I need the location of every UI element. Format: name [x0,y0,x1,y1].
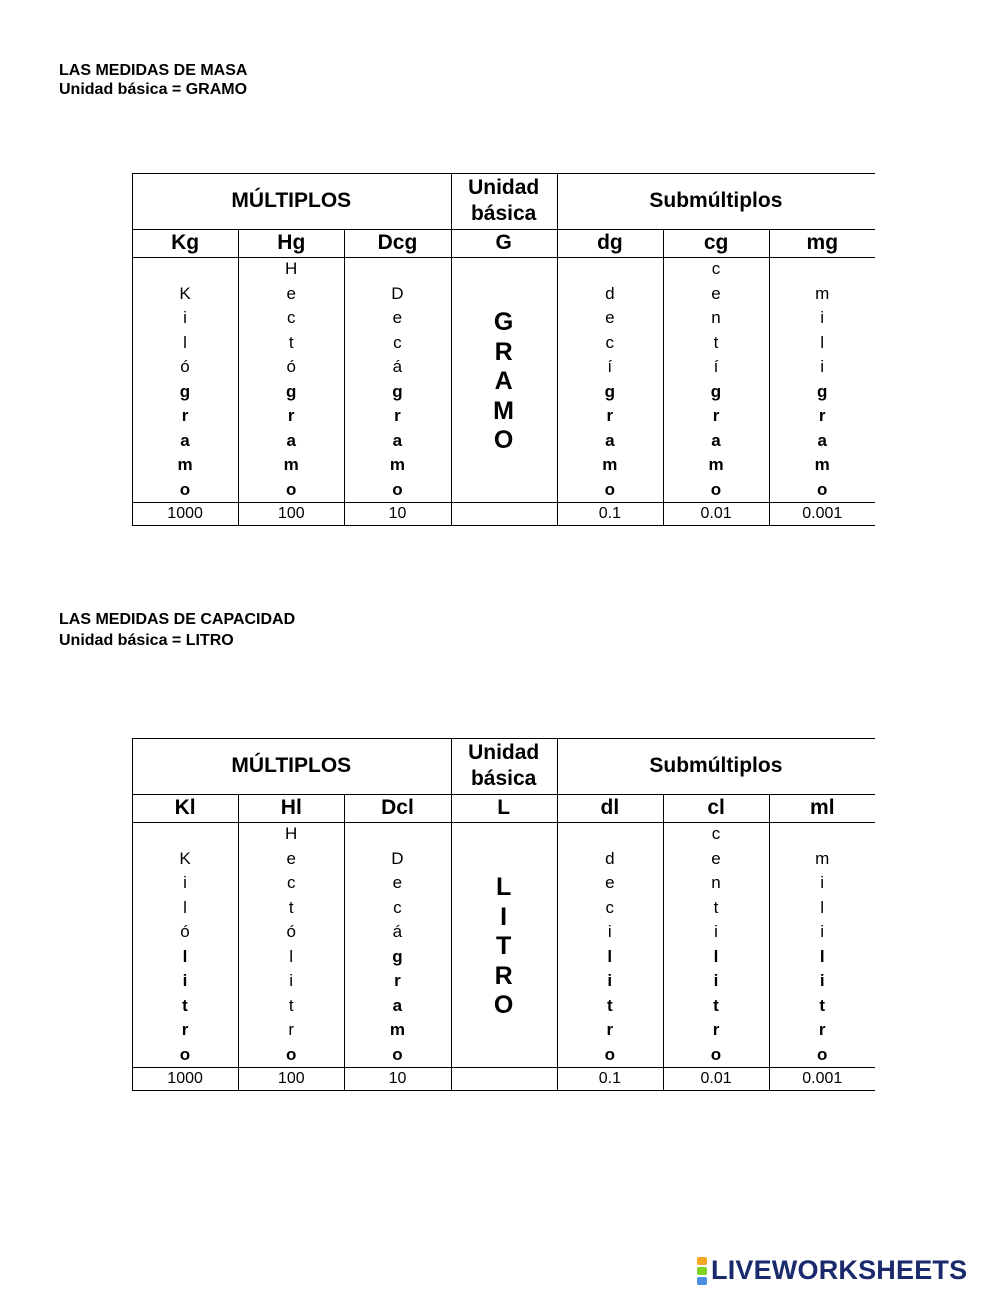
letter: r [288,1020,295,1039]
unit-value [451,502,557,525]
letter: á [392,922,403,941]
unit-abbreviation: Kl [174,796,196,819]
letter-bold: g [392,381,403,401]
letter-bold: a [286,430,296,450]
unit-abbreviation: cg [703,231,729,254]
letter-bold: m [177,455,193,474]
letter-bold: m [389,1020,405,1039]
letter: l [183,332,187,352]
letter: c [711,824,721,843]
letter: D [391,283,404,303]
liveworksheets-logo [697,1255,967,1286]
masa-table [132,173,875,525]
grid-line-h [132,525,875,526]
submultiples-header: Submúltiplos [649,754,783,777]
grid-line-h [132,1090,875,1091]
letter: c [605,897,615,917]
unit-value: 100 [277,504,305,522]
multiples-header: MÚLTIPLOS [231,754,352,777]
unit-name-vertical [344,257,450,502]
letter-bold: t [819,995,826,1015]
big-letter: R [494,337,513,366]
unit-abbreviation: mg [806,231,839,254]
letter-bold: g [392,946,403,966]
letter-bold: l [182,946,188,966]
big-letter: G [493,308,514,337]
letter-bold: i [713,971,719,990]
letter: i [183,873,187,892]
letter: ó [286,357,296,376]
unit-name-vertical [238,822,344,1067]
unit-name-vertical [557,822,663,1067]
basic-unit-header [451,173,557,229]
letter-bold: a [605,430,615,450]
letter-bold: m [708,455,724,474]
letter: m [815,848,830,868]
letter: l [820,332,825,352]
basic-unit-word [451,822,557,1072]
letter: e [711,848,721,868]
letter-bold: r [818,1020,826,1039]
unit-name-vertical [132,822,238,1067]
letter: t [288,332,294,352]
letter-bold: r [606,1020,614,1039]
basic-unit-label-line1: Unidad [468,741,540,764]
letter: K [179,283,191,303]
letter: c [605,332,615,352]
letter: d [605,283,615,303]
unit-value: 10 [388,1069,407,1087]
unit-value: 0.1 [598,1069,622,1087]
letter-bold: o [710,1044,722,1064]
big-letter: T [495,932,512,961]
letter: l [289,946,294,966]
unit-value: 100 [277,1069,305,1087]
unit-value: 1000 [167,504,203,522]
letter-bold: t [713,995,719,1015]
letter: á [392,357,403,376]
letter-bold: a [711,430,721,450]
unit-name-vertical [557,257,663,502]
basic-unit-header [451,738,557,794]
multiples-header: MÚLTIPLOS [231,189,352,212]
letter-bold: o [604,479,615,499]
letter-bold: r [712,406,720,425]
letter: H [285,259,298,278]
letter: t [288,897,294,917]
submultiples-header: Submúltiplos [649,189,783,212]
letter-bold: o [604,1044,615,1064]
capacidad-table [132,738,875,1090]
letter-bold: g [285,381,297,401]
letter: í [713,357,719,376]
letter-bold: r [287,406,295,425]
letter: K [179,848,191,868]
letter: e [286,283,296,303]
basic-unit-label-line2: básica [470,202,537,225]
letter-bold: i [182,971,188,990]
letter-bold: m [602,455,618,474]
unit-abbreviation: Hg [277,231,306,254]
letter: m [815,283,830,303]
unit-name-vertical [344,822,450,1067]
letter: i [820,922,825,941]
unit-value: 10 [388,504,407,522]
letter-bold: i [607,971,613,990]
letter-bold: a [180,430,190,450]
letter-bold: o [179,479,191,499]
letter: i [289,971,294,990]
letter: c [393,897,402,917]
capacidad-title: LAS MEDIDAS DE CAPACIDAD [59,611,296,628]
letter-bold: t [606,995,613,1015]
letter-bold: o [285,479,297,499]
unit-abbreviation: dg [597,231,623,254]
letter-bold: l [607,946,613,966]
unit-abbreviation: Dcl [381,796,414,819]
unit-abbreviation: Hl [280,796,302,819]
letter-bold: o [816,1044,828,1064]
big-letter: M [493,396,514,425]
basic-unit-label-line2: básica [470,767,537,790]
letter: c [286,873,296,892]
letter-bold: g [604,381,615,401]
logo-block-1 [697,1257,707,1265]
letter: c [286,308,296,327]
letter: d [605,848,615,868]
letter-bold: r [394,971,401,990]
unit-name-vertical [132,257,238,502]
letter-bold: g [179,381,191,401]
logo-text: LIVEWORKSHEETS [711,1255,968,1285]
basic-unit-label-line1: Unidad [468,176,540,199]
letter: c [711,259,721,278]
unit-name-vertical [238,257,344,502]
letter-bold: i [819,971,825,990]
letter: t [713,332,719,352]
letter: n [711,308,721,327]
letter: i [607,922,612,941]
letter-bold: a [817,430,827,450]
unit-name-vertical [663,257,769,502]
unit-abbreviation: ml [810,796,835,819]
letter: ó [180,357,190,376]
unit-value: 0.1 [598,504,622,522]
letter-bold: m [389,455,405,474]
unit-abbreviation: G [495,231,512,254]
letter: H [285,824,298,843]
letter: e [392,873,403,892]
basic-unit-word [451,257,557,507]
big-letter: L [495,873,512,902]
letter: ó [286,922,296,941]
logo-mark-icon [697,1256,707,1286]
unit-abbreviation: cl [707,796,725,819]
unit-name-vertical [769,822,875,1067]
logo-block-3 [697,1277,707,1285]
capacidad-subtitle: Unidad básica = LITRO [59,632,234,649]
letter-bold: o [285,1044,297,1064]
big-letter: R [494,961,513,990]
letter-bold: l [819,946,825,966]
unit-name-vertical [769,257,875,502]
letter-bold: o [179,1044,191,1064]
unit-name-vertical [663,822,769,1067]
letter-bold: a [392,995,403,1015]
unit-value: 0.001 [802,504,843,522]
letter-bold: r [818,406,826,425]
letter: i [820,308,825,327]
letter: i [820,357,825,376]
letter: e [605,308,615,327]
unit-value: 0.001 [802,1069,843,1087]
letter-bold: r [394,406,401,425]
letter: n [711,873,721,892]
letter: e [392,308,403,327]
letter-bold: l [713,946,719,966]
letter-bold: g [710,381,722,401]
letter-bold: o [392,1044,403,1064]
letter: l [183,897,187,917]
letter: D [391,848,404,868]
letter: t [288,995,294,1015]
unit-abbreviation: L [497,796,511,819]
big-letter: A [494,367,513,396]
letter: ó [180,922,190,941]
letter-bold: a [392,430,403,450]
unit-value: 0.01 [700,504,732,522]
letter: e [711,283,721,303]
logo-block-2 [697,1267,707,1275]
letter: e [286,848,296,868]
letter-bold: r [712,1020,720,1039]
letter: i [820,873,825,892]
unit-abbreviation: Kg [171,231,200,254]
letter: í [607,357,613,376]
masa-subtitle: Unidad básica = GRAMO [59,81,248,98]
unit-abbreviation: Dcg [377,231,418,254]
letter: c [393,332,402,352]
letter-bold: o [710,479,722,499]
big-letter: O [493,426,514,455]
letter-bold: r [606,406,614,425]
big-letter: O [493,991,514,1020]
letter: i [183,308,187,327]
unit-value: 0.01 [700,1069,732,1087]
letter-bold: r [181,1020,189,1039]
letter-bold: g [816,381,828,401]
letter-bold: r [181,406,189,425]
letter-bold: o [816,479,828,499]
letter-bold: m [283,455,299,474]
letter: e [605,873,615,892]
unit-abbreviation: dl [600,796,620,819]
letter: i [714,922,718,941]
unit-value [451,1067,557,1090]
unit-value: 1000 [167,1069,203,1087]
letter-bold: m [814,455,830,474]
letter-bold: o [392,479,403,499]
big-letter: I [500,902,508,931]
masa-title: LAS MEDIDAS DE MASA [59,62,248,79]
letter: t [713,897,719,917]
letter: l [820,897,825,917]
letter-bold: t [182,995,188,1015]
